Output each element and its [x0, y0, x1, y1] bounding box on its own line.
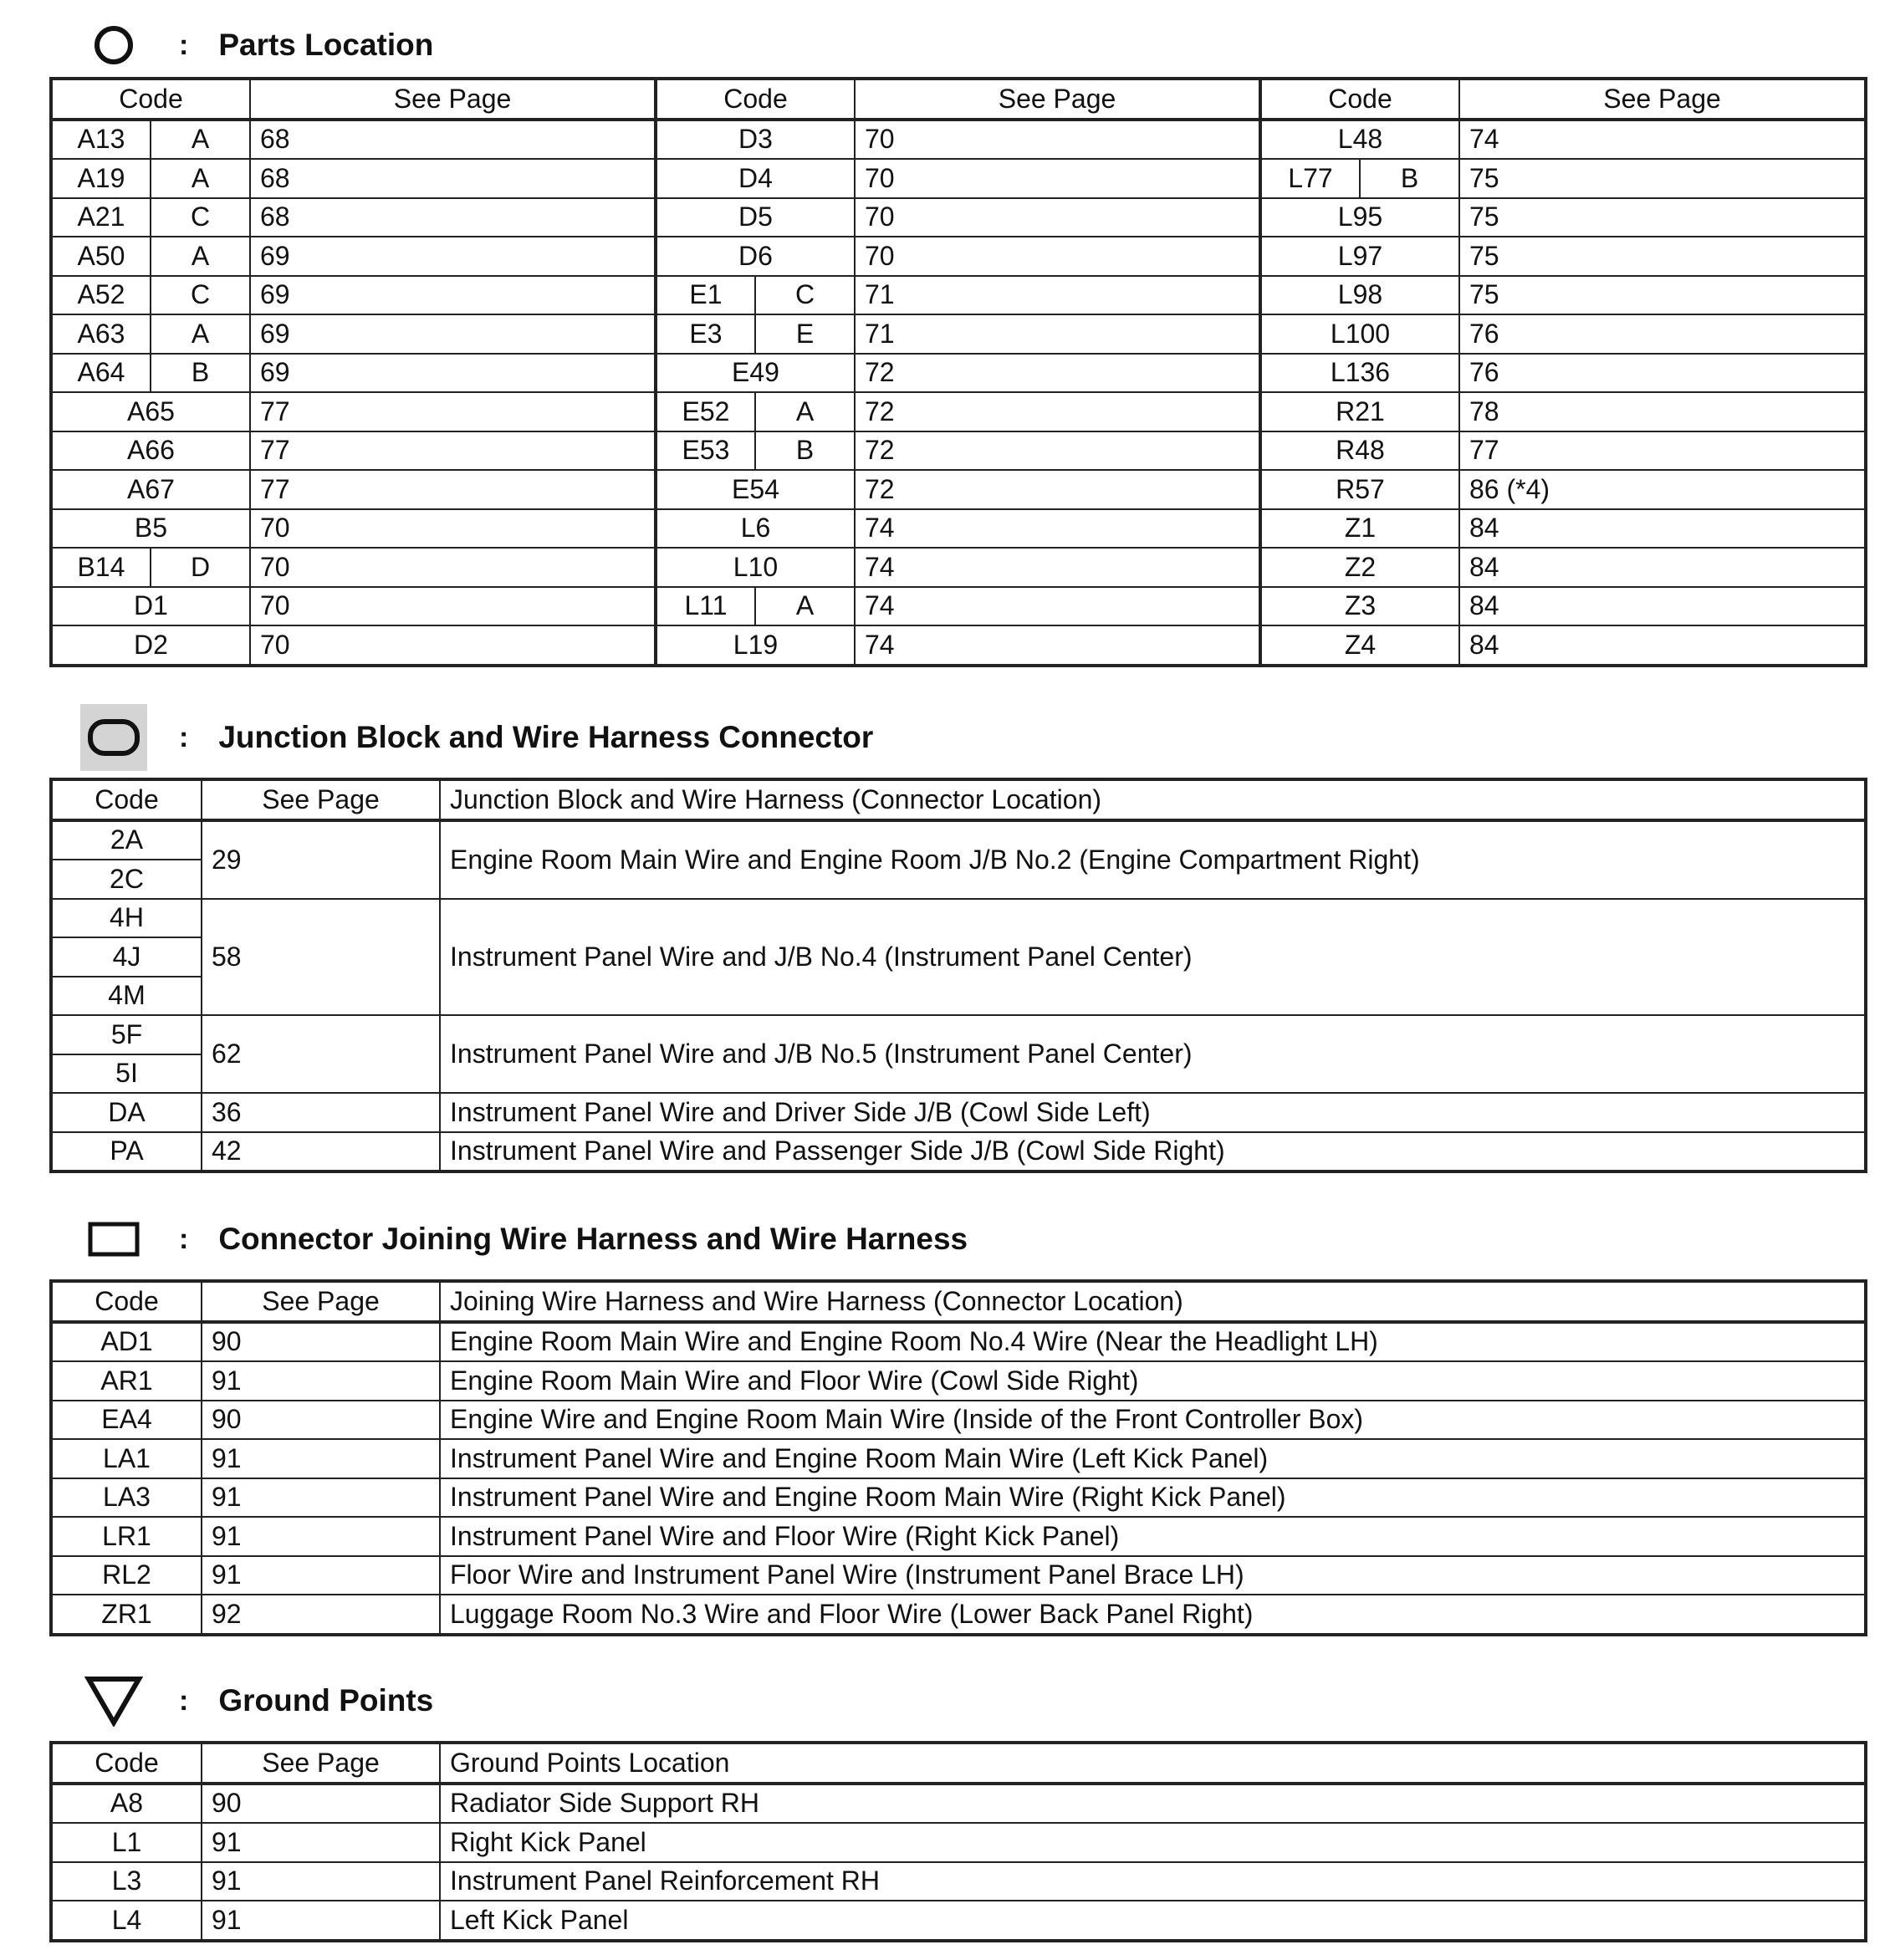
part-see-page: 75 — [1459, 198, 1866, 237]
part-sub-code: B — [755, 431, 855, 471]
ground-code: A8 — [51, 1784, 202, 1824]
part-see-page: 70 — [855, 120, 1260, 160]
connector-row — [51, 1556, 1866, 1595]
part-see-page: 84 — [1459, 548, 1866, 587]
part-sub-code: A — [151, 237, 250, 276]
header-description: Joining Wire Harness and Wire Harness (Connector Location) — [440, 1281, 1866, 1322]
rectangle-icon — [80, 1206, 147, 1273]
junction-block-title: Junction Block and Wire Harness Connector — [218, 720, 874, 754]
header-code: Code — [51, 79, 250, 120]
part-see-page: 68 — [250, 159, 656, 198]
part-see-page: 84 — [1459, 509, 1866, 549]
part-see-page: 77 — [250, 470, 656, 509]
junction-location: Instrument Panel Wire and J/B No.5 (Instrument Panel Center) — [440, 1015, 1866, 1093]
connector-see-page: 90 — [202, 1322, 440, 1362]
part-see-page: 75 — [1459, 159, 1866, 198]
junction-see-page: 29 — [202, 820, 440, 899]
junction-location: Engine Room Main Wire and Engine Room J/B No.2 (Engine Compartment Right) — [440, 820, 1866, 899]
part-see-page: 69 — [250, 237, 656, 276]
part-see-page: 84 — [1459, 625, 1866, 666]
connector-see-page: 92 — [202, 1595, 440, 1635]
parts-row — [51, 120, 1866, 160]
part-code: E3 — [656, 314, 755, 354]
header-code: Code — [51, 1743, 202, 1784]
ground-points-header — [80, 1667, 433, 1734]
part-code: D2 — [51, 625, 250, 666]
ground-points-title: Ground Points — [218, 1683, 434, 1718]
connector-location: Luggage Room No.3 Wire and Floor Wire (Lower Back Panel Right) — [440, 1595, 1866, 1635]
part-code: R57 — [1260, 470, 1459, 509]
header-description: Ground Points Location — [440, 1743, 1866, 1784]
parts-row — [51, 314, 1866, 354]
connector-row — [51, 1322, 1866, 1362]
header-see-page: See Page — [855, 79, 1260, 120]
part-code: A63 — [51, 314, 151, 354]
connector-joining-table — [49, 1279, 1867, 1636]
part-code: L19 — [656, 625, 855, 666]
part-code: L48 — [1260, 120, 1459, 160]
ground-see-page: 91 — [202, 1901, 440, 1941]
header-see-page: See Page — [202, 779, 440, 820]
junction-location: Instrument Panel Wire and Driver Side J/B (Cowl Side Left) — [440, 1093, 1866, 1132]
part-see-page: 76 — [1459, 314, 1866, 354]
part-see-page: 70 — [855, 237, 1260, 276]
connector-see-page: 91 — [202, 1556, 440, 1595]
parts-header-row — [51, 79, 1866, 120]
ground-code: L1 — [51, 1823, 202, 1862]
part-see-page: 72 — [855, 431, 1260, 471]
connector-joining-colon: : — [179, 1222, 189, 1255]
connector-joining-title: Connector Joining Wire Harness and Wire Harness — [218, 1222, 968, 1256]
header-see-page: See Page — [202, 1743, 440, 1784]
connector-row — [51, 1478, 1866, 1518]
junction-code: DA — [51, 1093, 202, 1132]
part-sub-code: A — [755, 392, 855, 431]
parts-row — [51, 587, 1866, 626]
part-see-page: 84 — [1459, 587, 1866, 626]
part-sub-code: C — [151, 198, 250, 237]
connector-header-row — [51, 1281, 1866, 1322]
triangle-down-icon — [80, 1667, 147, 1734]
part-code: A13 — [51, 120, 151, 160]
connector-location: Instrument Panel Wire and Floor Wire (Right Kick Panel) — [440, 1517, 1866, 1556]
header-code: Code — [51, 1281, 202, 1322]
part-code: D3 — [656, 120, 855, 160]
parts-row — [51, 470, 1866, 509]
part-see-page: 69 — [250, 276, 656, 315]
part-see-page: 70 — [250, 625, 656, 666]
part-sub-code: E — [755, 314, 855, 354]
part-see-page: 77 — [250, 431, 656, 471]
part-sub-code: C — [151, 276, 250, 315]
connector-see-page: 91 — [202, 1517, 440, 1556]
part-see-page: 69 — [250, 314, 656, 354]
junction-row — [51, 820, 1866, 860]
parts-row — [51, 625, 1866, 666]
part-code: R21 — [1260, 392, 1459, 431]
part-sub-code: A — [151, 159, 250, 198]
ground-see-page: 91 — [202, 1862, 440, 1901]
connector-code: AD1 — [51, 1322, 202, 1362]
part-see-page: 71 — [855, 276, 1260, 315]
part-code: L95 — [1260, 198, 1459, 237]
connector-see-page: 91 — [202, 1478, 440, 1518]
parts-location-colon: : — [179, 28, 189, 61]
connector-location: Engine Room Main Wire and Floor Wire (Cowl Side Right) — [440, 1361, 1866, 1401]
parts-row — [51, 198, 1866, 237]
ground-code: L4 — [51, 1901, 202, 1941]
part-see-page: 69 — [250, 354, 656, 393]
parts-row — [51, 431, 1866, 471]
parts-row — [51, 548, 1866, 587]
part-see-page: 70 — [855, 198, 1260, 237]
part-see-page: 70 — [250, 509, 656, 549]
part-see-page: 86 (*4) — [1459, 470, 1866, 509]
parts-row — [51, 237, 1866, 276]
part-code: A66 — [51, 431, 250, 471]
parts-row — [51, 354, 1866, 393]
junction-row — [51, 1015, 1866, 1054]
connector-row — [51, 1361, 1866, 1401]
part-sub-code: B — [1360, 159, 1459, 198]
part-sub-code: D — [151, 548, 250, 587]
part-code: E49 — [656, 354, 855, 393]
part-code: R48 — [1260, 431, 1459, 471]
header-see-page: See Page — [250, 79, 656, 120]
parts-location-header — [80, 12, 433, 79]
junction-block-table — [49, 778, 1867, 1173]
part-code: E52 — [656, 392, 755, 431]
parts-location-table — [49, 77, 1867, 667]
junction-row — [51, 899, 1866, 938]
part-code: L97 — [1260, 237, 1459, 276]
junction-code: 2C — [51, 860, 202, 899]
part-see-page: 70 — [250, 548, 656, 587]
connector-location: Instrument Panel Wire and Engine Room Main Wire (Left Kick Panel) — [440, 1439, 1866, 1478]
part-code: L136 — [1260, 354, 1459, 393]
junction-code: 5F — [51, 1015, 202, 1054]
part-see-page: 74 — [855, 625, 1260, 666]
connector-code: LR1 — [51, 1517, 202, 1556]
part-see-page: 78 — [1459, 392, 1866, 431]
connector-code: LA1 — [51, 1439, 202, 1478]
parts-row — [51, 276, 1866, 315]
connector-row — [51, 1517, 1866, 1556]
part-code: D4 — [656, 159, 855, 198]
connector-code: ZR1 — [51, 1595, 202, 1635]
junction-code: 4J — [51, 937, 202, 977]
part-code: D5 — [656, 198, 855, 237]
connector-code: LA3 — [51, 1478, 202, 1518]
part-code: Z4 — [1260, 625, 1459, 666]
part-code: Z3 — [1260, 587, 1459, 626]
part-see-page: 75 — [1459, 237, 1866, 276]
part-see-page: 71 — [855, 314, 1260, 354]
header-code: Code — [51, 779, 202, 820]
header-code: Code — [656, 79, 855, 120]
part-see-page: 75 — [1459, 276, 1866, 315]
ground-location: Instrument Panel Reinforcement RH — [440, 1862, 1866, 1901]
part-code: A64 — [51, 354, 151, 393]
junction-code: 4M — [51, 977, 202, 1016]
part-code: B5 — [51, 509, 250, 549]
ground-header-row — [51, 1743, 1866, 1784]
connector-code: RL2 — [51, 1556, 202, 1595]
connector-see-page: 91 — [202, 1361, 440, 1401]
part-code: E53 — [656, 431, 755, 471]
part-see-page: 74 — [855, 548, 1260, 587]
connector-location: Floor Wire and Instrument Panel Wire (Instrument Panel Brace LH) — [440, 1556, 1866, 1595]
ground-points-colon: : — [179, 1684, 189, 1717]
junction-see-page: 58 — [202, 899, 440, 1016]
part-see-page: 72 — [855, 392, 1260, 431]
ground-row — [51, 1862, 1866, 1901]
part-see-page: 70 — [855, 159, 1260, 198]
part-code: D1 — [51, 587, 250, 626]
part-see-page: 70 — [250, 587, 656, 626]
connector-code: AR1 — [51, 1361, 202, 1401]
header-code: Code — [1260, 79, 1459, 120]
ground-location: Radiator Side Support RH — [440, 1784, 1866, 1824]
part-see-page: 77 — [250, 392, 656, 431]
part-see-page: 74 — [855, 587, 1260, 626]
part-see-page: 76 — [1459, 354, 1866, 393]
part-code: A19 — [51, 159, 151, 198]
header-see-page: See Page — [1459, 79, 1866, 120]
junction-see-page: 36 — [202, 1093, 440, 1132]
parts-row — [51, 392, 1866, 431]
parts-row — [51, 159, 1866, 198]
junction-code: 4H — [51, 899, 202, 938]
junction-see-page: 62 — [202, 1015, 440, 1093]
junction-row — [51, 1132, 1866, 1172]
connector-joining-header — [80, 1206, 968, 1273]
ground-location: Right Kick Panel — [440, 1823, 1866, 1862]
connector-code: EA4 — [51, 1401, 202, 1440]
connector-location: Engine Wire and Engine Room Main Wire (Inside of the Front Controller Box) — [440, 1401, 1866, 1440]
ground-row — [51, 1901, 1866, 1941]
junction-location: Instrument Panel Wire and J/B No.4 (Instrument Panel Center) — [440, 899, 1866, 1016]
part-code: A52 — [51, 276, 151, 315]
parts-location-title: Parts Location — [218, 28, 434, 62]
header-description: Junction Block and Wire Harness (Connector Location) — [440, 779, 1866, 820]
connector-row — [51, 1595, 1866, 1635]
part-see-page: 68 — [250, 198, 656, 237]
connector-see-page: 91 — [202, 1439, 440, 1478]
parts-row — [51, 509, 1866, 549]
part-code: L77 — [1260, 159, 1360, 198]
ground-points-table — [49, 1741, 1867, 1942]
part-see-page: 72 — [855, 354, 1260, 393]
connector-row — [51, 1401, 1866, 1440]
junction-block-header — [80, 704, 873, 771]
part-code: L100 — [1260, 314, 1459, 354]
ground-code: L3 — [51, 1862, 202, 1901]
part-see-page: 72 — [855, 470, 1260, 509]
part-sub-code: A — [755, 587, 855, 626]
junction-row — [51, 1093, 1866, 1132]
part-code: L11 — [656, 587, 755, 626]
part-see-page: 74 — [855, 509, 1260, 549]
junction-block-colon: : — [179, 721, 189, 753]
part-code: L98 — [1260, 276, 1459, 315]
part-code: E1 — [656, 276, 755, 315]
part-code: D6 — [656, 237, 855, 276]
circle-icon — [80, 12, 147, 79]
part-see-page: 77 — [1459, 431, 1866, 471]
part-sub-code: C — [755, 276, 855, 315]
part-code: Z2 — [1260, 548, 1459, 587]
header-see-page: See Page — [202, 1281, 440, 1322]
connector-row — [51, 1439, 1866, 1478]
part-code: L6 — [656, 509, 855, 549]
connector-location: Instrument Panel Wire and Engine Room Main Wire (Right Kick Panel) — [440, 1478, 1866, 1518]
junction-code: 2A — [51, 820, 202, 860]
part-code: Z1 — [1260, 509, 1459, 549]
ground-see-page: 91 — [202, 1823, 440, 1862]
junction-see-page: 42 — [202, 1132, 440, 1172]
ground-see-page: 90 — [202, 1784, 440, 1824]
part-see-page: 68 — [250, 120, 656, 160]
part-sub-code: A — [151, 314, 250, 354]
junction-code: PA — [51, 1132, 202, 1172]
part-code: B14 — [51, 548, 151, 587]
junction-header-row — [51, 779, 1866, 820]
part-code: A50 — [51, 237, 151, 276]
part-code: L10 — [656, 548, 855, 587]
ground-row — [51, 1784, 1866, 1824]
part-sub-code: A — [151, 120, 250, 160]
junction-code: 5I — [51, 1054, 202, 1094]
rounded-rect-icon — [80, 704, 147, 771]
part-code: A21 — [51, 198, 151, 237]
junction-location: Instrument Panel Wire and Passenger Side J/B (Cowl Side Right) — [440, 1132, 1866, 1172]
part-see-page: 74 — [1459, 120, 1866, 160]
part-code: E54 — [656, 470, 855, 509]
ground-location: Left Kick Panel — [440, 1901, 1866, 1941]
ground-row — [51, 1823, 1866, 1862]
part-sub-code: B — [151, 354, 250, 393]
connector-location: Engine Room Main Wire and Engine Room No.4 Wire (Near the Headlight LH) — [440, 1322, 1866, 1362]
part-code: A67 — [51, 470, 250, 509]
part-code: A65 — [51, 392, 250, 431]
connector-see-page: 90 — [202, 1401, 440, 1440]
